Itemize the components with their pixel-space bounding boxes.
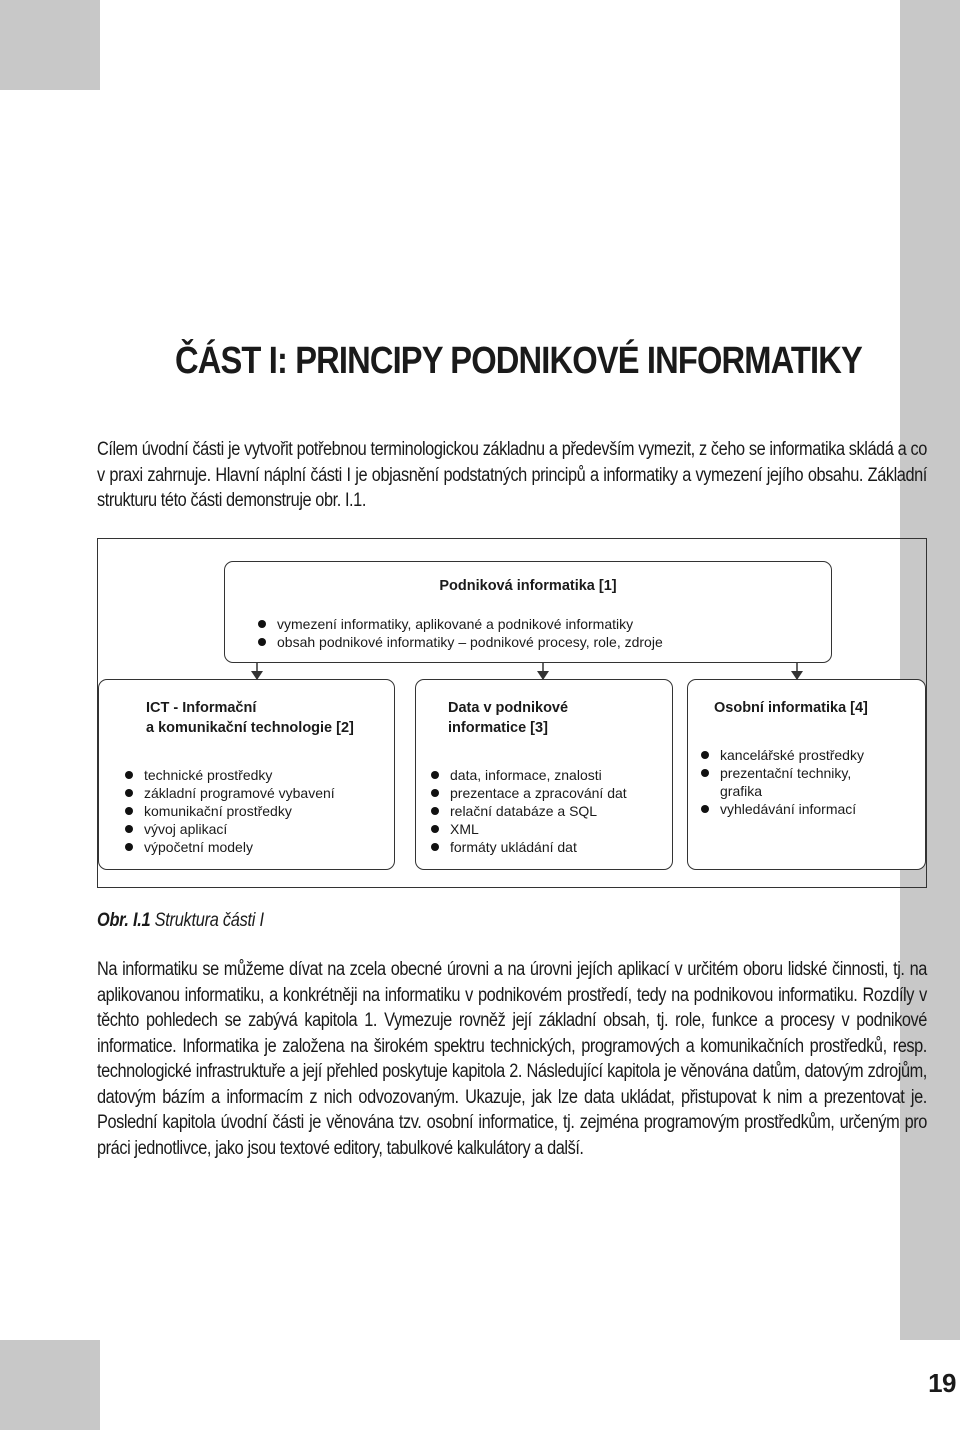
bullet-icon [431, 825, 439, 833]
list-item: prezentace a zpracování dat [428, 784, 627, 802]
bullet-icon [701, 769, 709, 777]
margin-tab-bottom [0, 1340, 100, 1430]
list-item: formáty ukládání dat [428, 838, 627, 856]
os-box-list [698, 746, 864, 818]
list-item: relační databáze a SQL [428, 802, 627, 820]
data-box [415, 679, 673, 870]
bullet-icon [125, 825, 133, 833]
ict-box-list [122, 766, 335, 856]
list-item: XML [428, 820, 627, 838]
bullet-icon [431, 807, 439, 815]
list-item: data, informace, znalosti [428, 766, 627, 784]
bullet-icon [125, 771, 133, 779]
bullet-icon [258, 620, 266, 628]
figure-caption: Obr. I.1 Struktura části I [97, 910, 264, 931]
bullet-icon [431, 771, 439, 779]
top-box-list [255, 615, 663, 651]
podnikova-informatika-box [224, 561, 832, 663]
os-box-title: Osobní informatika [4] [714, 700, 868, 716]
ict-box [98, 679, 395, 870]
data-box-list [428, 766, 627, 856]
bullet-icon [431, 843, 439, 851]
list-item: komunikační prostředky [122, 802, 335, 820]
list-item: technické prostředky [122, 766, 335, 784]
section-title: ČÁST I: PRINCIPY PODNIKOVÉ INFORMATIKY [175, 340, 862, 382]
intro-paragraph: Cílem úvodní části je vytvořit potřebnou terminologickou základnu a především vymezit, z čeho se informatika skládá a co v praxi zahrnuje. Hlavní náplní části I je objasnění podstatných principů a informatiky a vymezení jejího obsahu. Základní strukturu této části demonstruje obr. I.1. [97, 439, 927, 511]
ict-box-title: ICT - Informační a komunikační technologie [2] [146, 700, 354, 736]
list-item: základní programové vybavení [122, 784, 335, 802]
list-item: výpočetní modely [122, 838, 335, 856]
body-paragraph: Na informatiku se můžeme dívat na zcela obecné úrovni a na úrovni jejích aplikací v určitém oboru lidské činnosti, tj. na aplikovanou informatiku, a konkrétněji na informatiku v podnikovém prostředí, tedy na podnikovou informatiku. Rozdíly v těchto pohledech se zabývá kapitola 1. Vymezuje rovněž její základní obsah, tj. role, funkce a procesy v podnikové informatice. Informatika je založena na širokém spektru technických, programových a komunikačních prostředků, resp. technologické infrastruktuře a její přehled poskytuje kapitola 2. Následující kapitola je věnována datům, datovým zdrojům, datovým bázím a informacím z nich odvozovaným. Ukazuje, jak lze data ukládat, přistupovat k nim a prezentovat je. Poslední kapitola úvodní části je věnována tzv. osobní informatice, tj. zejména programovým prostředkům, určeným pro práci jednotlivce, jako jsou textové editory, tabulkové kalkulátory a další. [97, 959, 927, 1159]
bullet-icon [701, 805, 709, 813]
list-item: kancelářské prostředky [698, 746, 864, 764]
list-item: grafika [720, 783, 763, 799]
list-item: vyhledávání informací [698, 800, 864, 818]
bullet-icon [125, 843, 133, 851]
osobni-informatika-box [687, 679, 926, 870]
structure-diagram [97, 538, 927, 888]
bullet-icon [701, 751, 709, 759]
list-item: obsah podnikové informatiky – podnikové procesy, role, zdroje [255, 633, 663, 651]
margin-tab-top [0, 0, 100, 90]
data-box-title: Data v podnikové informatice [3] [448, 700, 569, 736]
bullet-icon [258, 638, 266, 646]
bullet-icon [125, 807, 133, 815]
bullet-icon [431, 789, 439, 797]
page-number: 19 [928, 1368, 956, 1398]
page-number-box [900, 1340, 960, 1430]
top-box-title: Podniková informatika [1] [439, 578, 617, 594]
list-item: vývoj aplikací [122, 820, 335, 838]
bullet-icon [125, 789, 133, 797]
list-item: vymezení informatiky, aplikované a podnikové informatiky [255, 615, 663, 633]
list-item: prezentační techniky, [698, 764, 864, 782]
